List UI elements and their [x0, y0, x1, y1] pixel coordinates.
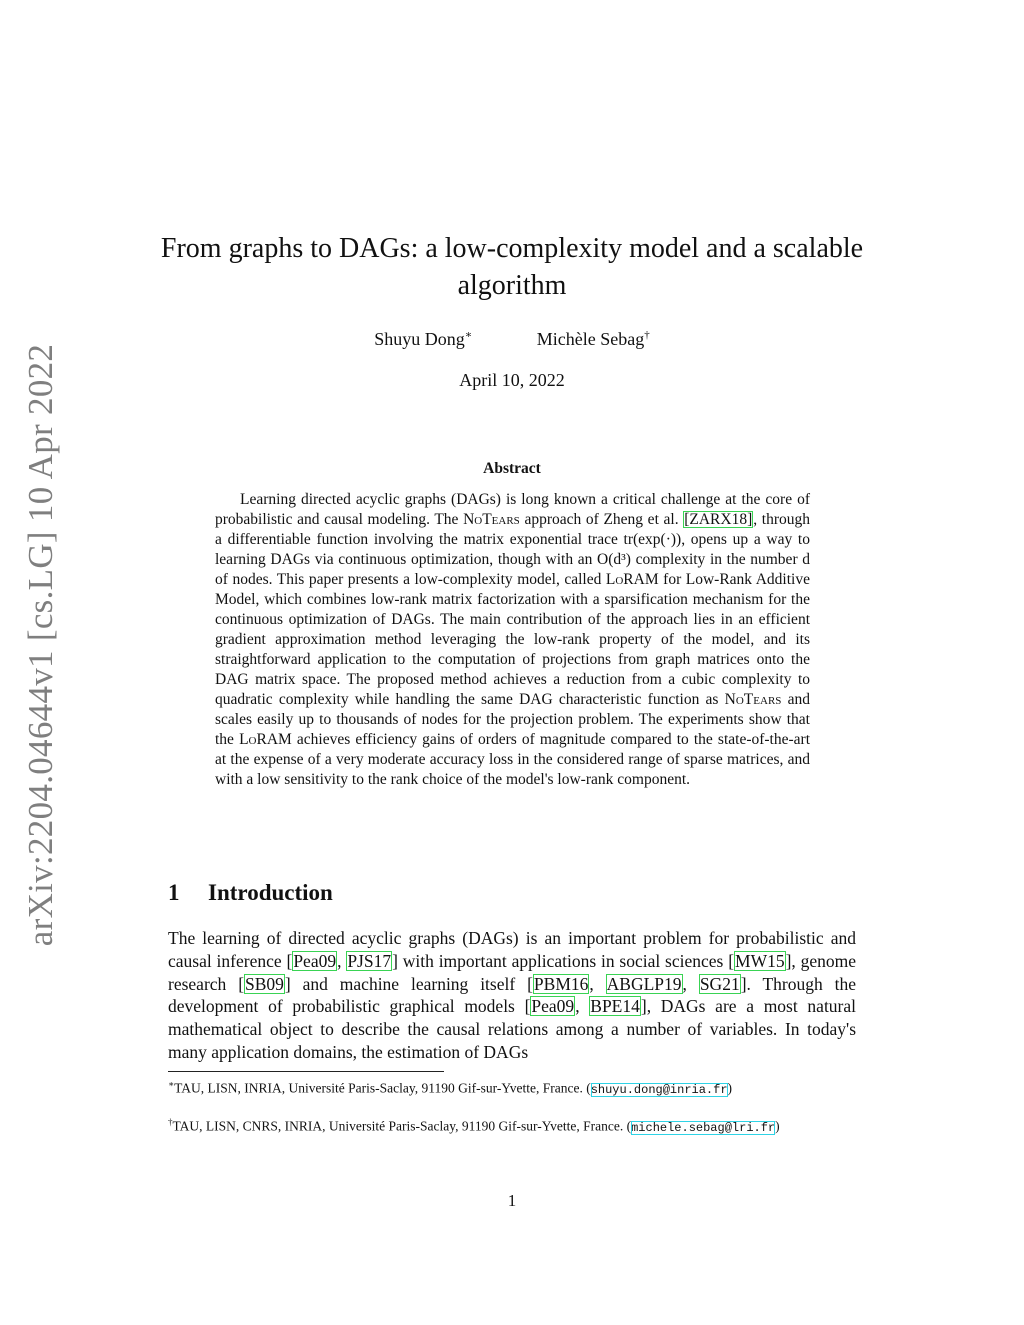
citation-pea09[interactable]: Pea09 [293, 950, 337, 971]
citation-mw15[interactable]: MW15 [735, 950, 785, 971]
notears-name: NoTears [463, 511, 520, 528]
section-heading-introduction [168, 880, 333, 906]
arxiv-sidebar-stamp [18, 343, 64, 947]
arxiv-identifier: arXiv:2204.04644v1 [cs.LG] 10 Apr 2022 [21, 343, 60, 947]
citation-zarx18[interactable]: [ZARX18] [684, 511, 753, 528]
author-sebag: Michèle Sebag† [536, 329, 650, 349]
loram-name: LoRAM [605, 571, 659, 588]
footnote-2: †TAU, LISN, CNRS, INRIA, Université Paris-Saclay, 91190 Gif-sur-Yvette, France. (michele.sebag@lri.fr) [168, 1117, 780, 1135]
abstract-heading: Abstract [483, 460, 541, 477]
publication-date: April 10, 2022 [459, 370, 565, 390]
notears-name: NoTears [724, 691, 782, 708]
page-number: 1 [507, 1191, 517, 1210]
citation-pbm16[interactable]: PBM16 [533, 973, 589, 994]
citation-sb09[interactable]: SB09 [245, 973, 284, 994]
footnote-1-mark: ∗ [168, 1079, 175, 1089]
section-title: Introduction [208, 880, 333, 905]
loram-name: LoRAM [239, 731, 292, 748]
citation-bpe14[interactable]: BPE14 [590, 996, 640, 1017]
author-sebag-mark: † [644, 329, 650, 341]
footnote-2-mark: † [168, 1117, 173, 1127]
citation-pjs17[interactable]: PJS17 [347, 950, 392, 971]
author-list [160, 328, 864, 350]
abstract-body: Learning directed acyclic graphs (DAGs) is long known a critical challenge at the core of probabilistic and causal modeling. The NoTears approach of Zheng et al. [ZARX18], through a differentiable function involving the matrix exponential trace tr(exp(·)), opens up a way to learning DAGs via continuous optimization, though with an O(d³) complexity in the number d of nodes. This paper presents a low-complexity model, called LoRAM for Low-Rank Additive Model, which combines low-rank matrix factorization with a sparsification mechanism for the continuous optimization of DAGs. The main contribution of the approach lies in an efficient gradient approximation method leveraging the low-rank property of the model, and its straightforward application to the computation of projections from graph matrices onto the DAG matrix space. The proposed method achieves a reduction from a cubic complexity to quadratic complexity while handling the same DAG characteristic function as NoTears and scales easily up to thousands of nodes for the projection problem. The experiments show that the LoRAM achieves efficiency gains of orders of magnitude compared to the state-of-the-art at the expense of a very moderate accuracy loss in the considered range of sparse matrices, and with a low sensitivity to the rank choice of the model's low-rank component. [215, 491, 811, 788]
footnote-rule [168, 1071, 444, 1072]
author-dong-mark: ∗ [464, 329, 473, 341]
section-number: 1 [168, 880, 180, 905]
author-dong: Shuyu Dong∗ [374, 329, 473, 349]
footnote-1: ∗TAU, LISN, INRIA, Université Paris-Saclay, 91190 Gif-sur-Yvette, France. (shuyu.dong@inria.fr) [168, 1079, 733, 1097]
citation-pea09-b[interactable]: Pea09 [531, 996, 575, 1017]
email-link-sebag[interactable]: michele.sebag@lri.fr [631, 1120, 776, 1135]
citation-abglp19[interactable]: ABGLP19 [606, 973, 682, 994]
introduction-paragraph: The learning of directed acyclic graphs (DAGs) is an important problem for probabilistic and causal inference [Pea09, PJS17] with important applications in social sciences [MW15], genome research [SB09] and machine learning itself [PBM16, ABGLP19, SG21]. Through the development of probabilistic graphical models [Pea09, BPE14], DAGs are a most natural mathematical object to describe the causal relations among a number of variables. In today's many application domains, the estimation of DAGs [168, 928, 857, 1062]
paper-title: From graphs to DAGs: a low-complexity model and a scalable algorithm [160, 233, 864, 301]
citation-sg21[interactable]: SG21 [699, 973, 740, 994]
email-link-dong[interactable]: shuyu.dong@inria.fr [590, 1082, 728, 1097]
